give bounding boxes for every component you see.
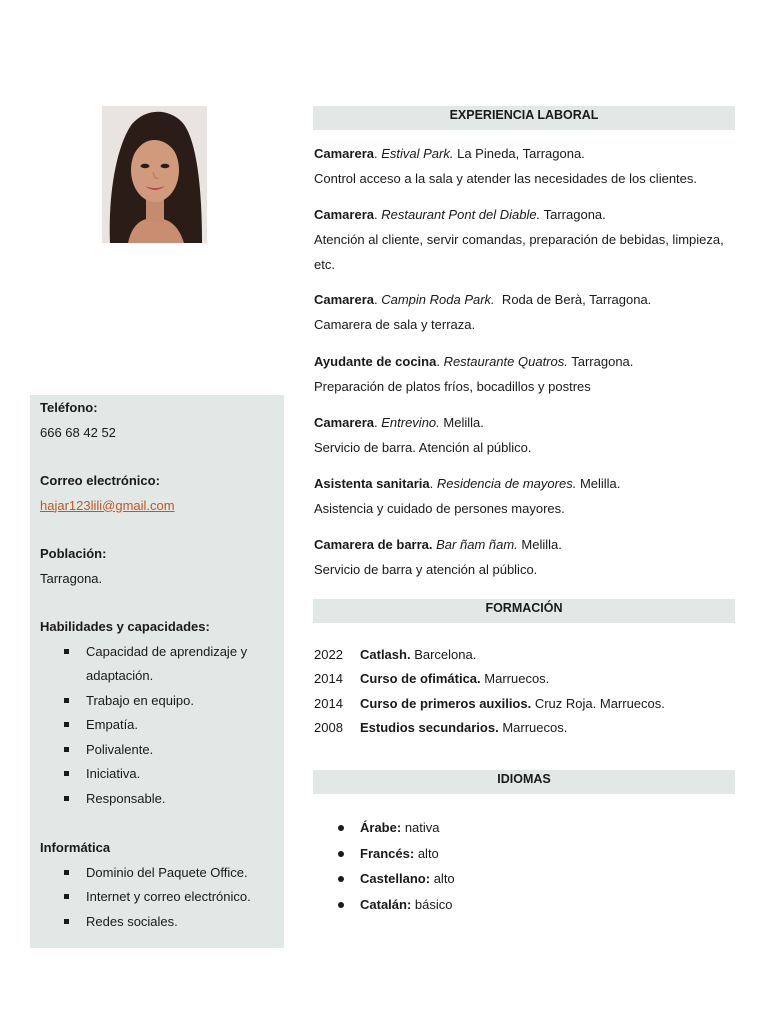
job-place: Estival Park. bbox=[381, 146, 454, 161]
education-row bbox=[314, 667, 549, 692]
job-role: Camarera bbox=[314, 292, 374, 307]
job-entry: Camarera. Estival Park. La Pineda, Tarragona. Control acceso a la sala y atender las necesidades de los clientes. bbox=[314, 141, 734, 191]
education-place: Cruz Roja. Marruecos. bbox=[534, 696, 665, 711]
education-year: 2022 bbox=[314, 647, 343, 662]
list-item bbox=[314, 841, 455, 867]
job-location: Melilla. bbox=[443, 415, 484, 430]
job-role: Camarera bbox=[314, 415, 374, 430]
education-year: 2014 bbox=[314, 671, 343, 686]
email-link[interactable]: hajar123lili@gmail.com bbox=[40, 497, 175, 513]
job-entry: Camarera. Restaurant Pont del Diable. Tarragona. Atención al cliente, servir comandas, preparación de bebidas, limpieza, etc. bbox=[314, 202, 734, 277]
city-value: Tarragona. bbox=[40, 570, 103, 586]
job-entry: Camarera. Campin Roda Park. Roda de Berà, Tarragona. Camarera de sala y terraza. bbox=[314, 287, 734, 337]
education-title: Catlash. bbox=[360, 647, 411, 662]
job-desc: Servicio de barra y atención al público. bbox=[314, 562, 538, 577]
profile-photo bbox=[102, 106, 207, 243]
job-place: Bar ñam ñam. bbox=[436, 537, 518, 552]
job-location: Tarragona. bbox=[571, 354, 634, 369]
list-item: Internet y correo electrónico. bbox=[40, 885, 276, 910]
job-location: La Pineda, Tarragona. bbox=[457, 146, 585, 161]
job-role: Asistenta sanitaria bbox=[314, 476, 430, 491]
job-location: Melilla. bbox=[579, 476, 621, 491]
job-location: Melilla. bbox=[521, 537, 562, 552]
list-item: Dominio del Paquete Office. bbox=[40, 861, 276, 886]
skills-list bbox=[40, 640, 276, 812]
list-item: Polivalente. bbox=[40, 738, 276, 763]
list-item bbox=[314, 892, 455, 918]
city-block bbox=[40, 542, 106, 591]
it-block bbox=[40, 836, 276, 934]
job-entry: Ayudante de cocina. Restaurante Quatros. Tarragona. Preparación de platos fríos, bocadillos y postres bbox=[314, 349, 734, 399]
language-name: Francés: bbox=[360, 845, 415, 861]
job-entry: Asistenta sanitaria. Residencia de mayores. Melilla. Asistencia y cuidado de persones mayores. bbox=[314, 471, 734, 521]
language-level: alto bbox=[433, 871, 455, 886]
skills-label: Habilidades y capacidades: bbox=[40, 619, 210, 634]
education-year: 2014 bbox=[314, 696, 343, 711]
languages-header: IDIOMAS bbox=[313, 770, 735, 794]
language-name: Árabe: bbox=[360, 820, 402, 835]
education-place: Marruecos. bbox=[484, 671, 550, 686]
job-entry: Camarera. Entrevino. Melilla. Servicio de barra. Atención al público. bbox=[314, 410, 734, 460]
education-place: Barcelona. bbox=[414, 647, 477, 662]
job-desc: Preparación de platos fríos, bocadillos y postres bbox=[314, 379, 591, 394]
list-item: Capacidad de aprendizaje y adaptación. bbox=[40, 640, 276, 689]
language-name: Catalán: bbox=[360, 896, 412, 912]
job-entry bbox=[314, 532, 734, 582]
education-row bbox=[314, 692, 665, 717]
education-place: Marruecos. bbox=[502, 720, 568, 735]
job-role: Camarera bbox=[314, 207, 374, 222]
job-location: Tarragona. bbox=[543, 207, 606, 222]
education-title: Curso de primeros auxilios. bbox=[360, 696, 532, 711]
language-level: básico bbox=[414, 896, 453, 912]
city-label: Población: bbox=[40, 546, 107, 561]
email-block bbox=[40, 469, 175, 518]
job-role: Camarera de barra. bbox=[314, 537, 433, 552]
list-item bbox=[314, 815, 455, 841]
list-item: Responsable. bbox=[40, 787, 276, 812]
job-desc: Atención al cliente, servir comandas, preparación de bebidas, limpieza, etc. bbox=[314, 232, 724, 272]
list-item: Trabajo en equipo. bbox=[40, 689, 276, 714]
list-item: Redes sociales. bbox=[40, 910, 276, 935]
education-row bbox=[314, 716, 567, 741]
language-level: alto bbox=[417, 845, 439, 861]
education-title: Curso de ofimática. bbox=[360, 671, 481, 686]
education-header: FORMACIÓN bbox=[313, 599, 735, 623]
job-location: Roda de Berà, Tarragona. bbox=[498, 292, 652, 307]
job-place: Campin Roda Park. bbox=[381, 292, 495, 307]
education-row bbox=[314, 643, 476, 668]
job-desc: Camarera de sala y terraza. bbox=[314, 317, 476, 332]
languages-list bbox=[314, 815, 455, 917]
phone-value: 666 68 42 52 bbox=[40, 424, 116, 440]
job-place: Restaurante Quatros. bbox=[443, 354, 568, 369]
job-role: Ayudante de cocina bbox=[314, 354, 437, 369]
job-place: Entrevino. bbox=[381, 415, 440, 430]
education-year: 2008 bbox=[314, 720, 343, 735]
contact-sidebar bbox=[30, 395, 284, 948]
it-label: Informática bbox=[40, 840, 111, 855]
list-item: Empatía. bbox=[40, 713, 276, 738]
it-list bbox=[40, 861, 276, 935]
job-desc: Asistencia y cuidado de persones mayores. bbox=[314, 501, 565, 516]
education-title: Estudios secundarios. bbox=[360, 720, 499, 735]
job-desc: Control acceso a la sala y atender las necesidades de los clientes. bbox=[314, 171, 697, 186]
list-item bbox=[314, 866, 455, 892]
email-label: Correo electrónico: bbox=[40, 473, 160, 488]
list-item: Iniciativa. bbox=[40, 762, 276, 787]
job-role: Camarera bbox=[314, 146, 374, 161]
job-place: Restaurant Pont del Diable. bbox=[381, 207, 541, 222]
phone-label: Teléfono: bbox=[40, 400, 98, 415]
language-level: nativa bbox=[404, 820, 440, 835]
skills-block bbox=[40, 615, 276, 811]
job-desc: Servicio de barra. Atención al público. bbox=[314, 440, 532, 455]
job-place: Residencia de mayores. bbox=[436, 476, 577, 491]
phone-block bbox=[40, 396, 116, 445]
language-name: Castellano: bbox=[360, 871, 431, 886]
experience-header: EXPERIENCIA LABORAL bbox=[313, 106, 735, 130]
